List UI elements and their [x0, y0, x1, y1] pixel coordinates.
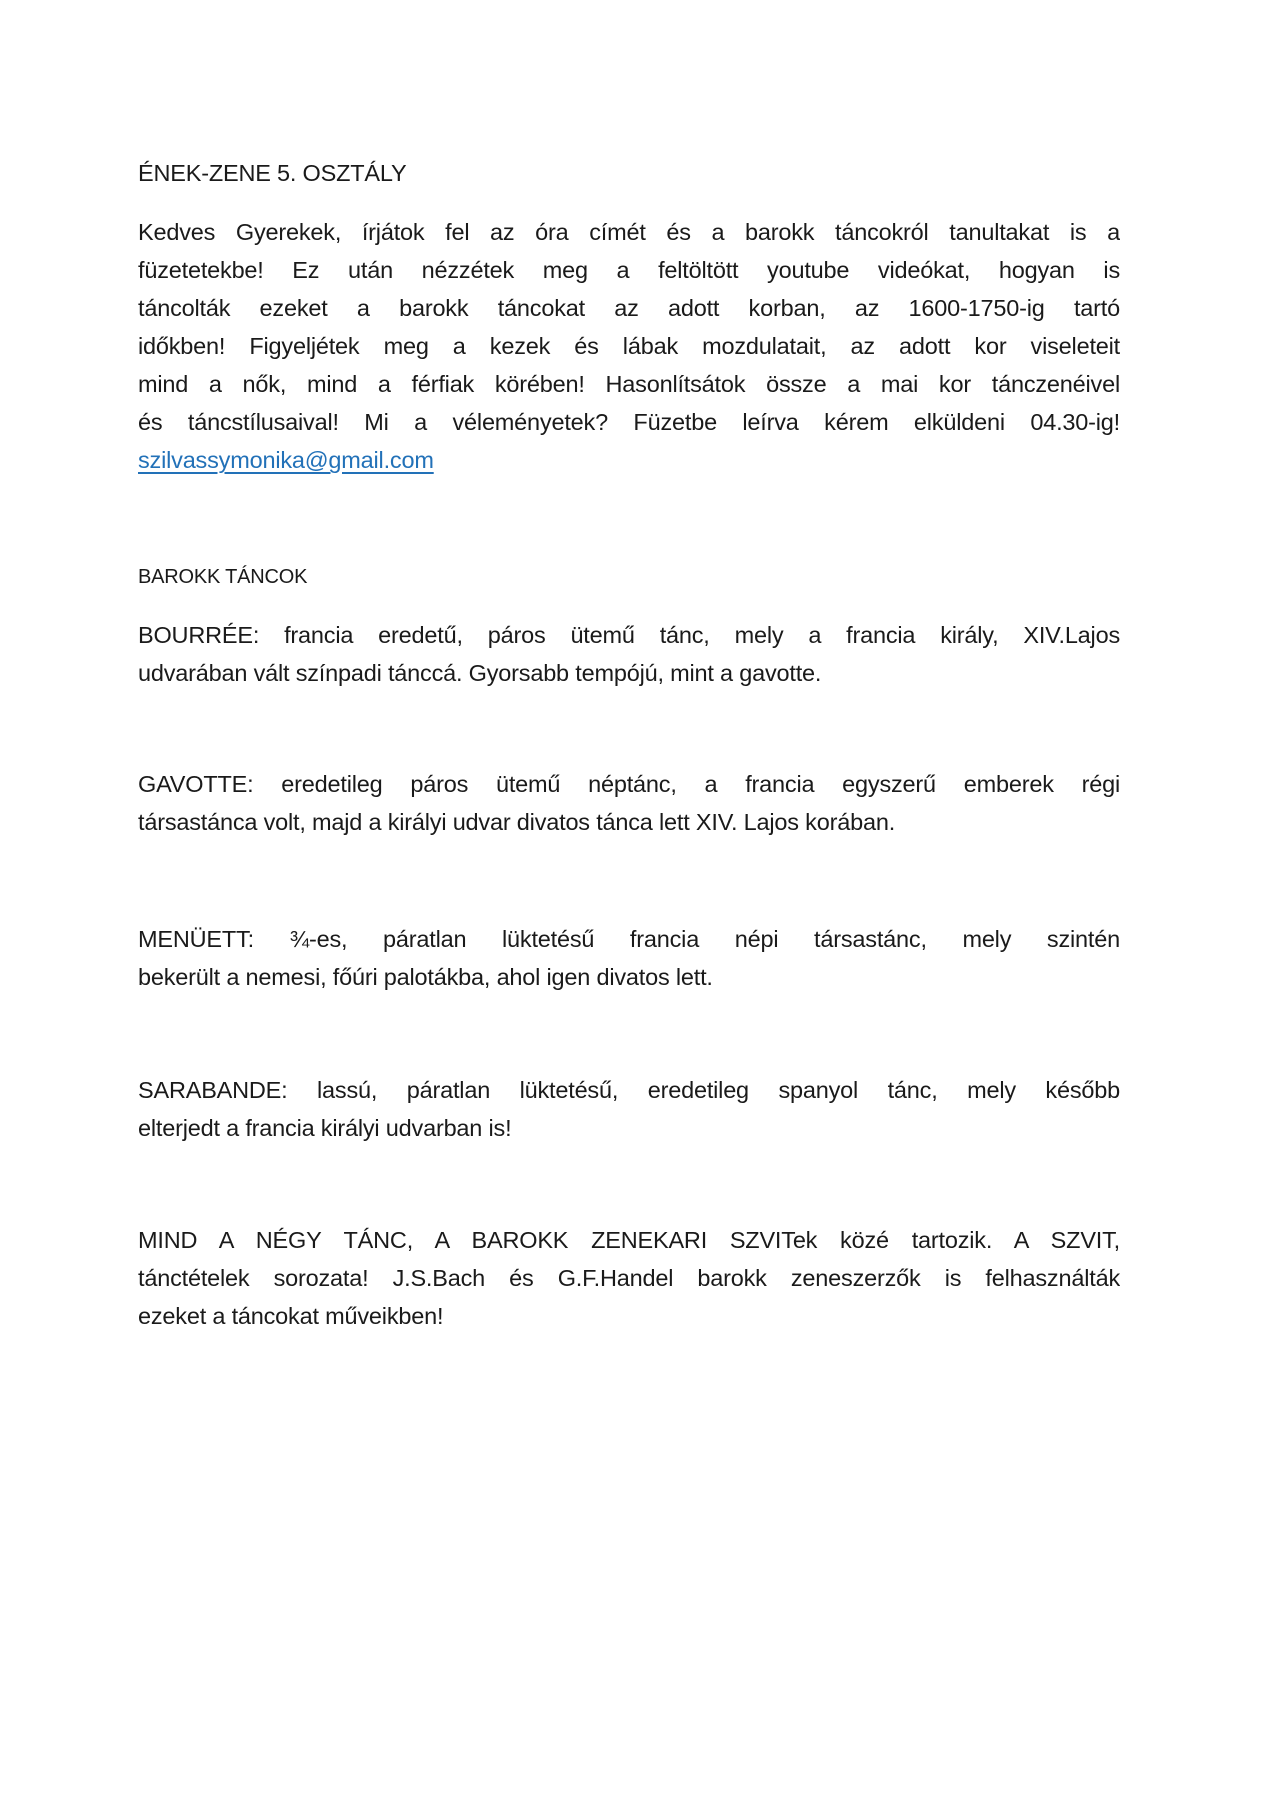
- intro-line: és táncstílusaival! Mi a véleményetek? Füzetbe leírva kérem elküldeni 04.30-ig!: [138, 409, 1120, 435]
- menuett-line: MENÜETT: ¾-es, páratlan lüktetésű francia népi társastánc, mely szintén: [138, 926, 1120, 952]
- intro-line: táncolták ezeket a barokk táncokat az adott korban, az 1600-1750-ig tartó: [138, 295, 1120, 321]
- menuett-line: bekerült a nemesi, főúri palotákba, ahol igen divatos lett.: [138, 964, 713, 990]
- bourree-line: udvarában vált színpadi tánccá. Gyorsabb tempójú, mint a gavotte.: [138, 660, 822, 686]
- email-link[interactable]: szilvassymonika@gmail.com: [138, 447, 434, 473]
- paragraph-bourree: [138, 616, 1120, 692]
- intro-line: időkben! Figyeljétek meg a kezek és lábak mozdulatait, az adott kor viseleteit: [138, 333, 1120, 359]
- suite-note-line: MIND A NÉGY TÁNC, A BAROKK ZENEKARI SZVITek közé tartozik. A SZVIT,: [138, 1227, 1120, 1253]
- page-title: ÉNEK-ZENE 5. OSZTÁLY: [138, 160, 407, 186]
- gavotte-line: GAVOTTE: eredetileg páros ütemű néptánc, a francia egyszerű emberek régi: [138, 771, 1120, 797]
- section-heading: BAROKK TÁNCOK: [138, 566, 308, 588]
- bourree-line: BOURRÉE: francia eredetű, páros ütemű tánc, mely a francia király, XIV.Lajos: [138, 622, 1120, 648]
- sarabande-line: SARABANDE: lassú, páratlan lüktetésű, eredetileg spanyol tánc, mely később: [138, 1077, 1120, 1103]
- paragraph-menuett: [138, 920, 1120, 996]
- intro-line: mind a nők, mind a férfiak körében! Hasonlítsátok össze a mai kor tánczenéivel: [138, 371, 1120, 397]
- intro-paragraph: [138, 213, 1120, 479]
- document-content: [138, 154, 1120, 1335]
- intro-line: Kedves Gyerekek, írjátok fel az óra címét és a barokk táncokról tanultakat is a: [138, 219, 1120, 245]
- gavotte-line: társastánca volt, majd a királyi udvar divatos tánca lett XIV. Lajos korában.: [138, 809, 896, 835]
- paragraph-suite-note: [138, 1221, 1120, 1335]
- suite-note-line: tánctételek sorozata! J.S.Bach és G.F.Handel barokk zeneszerzők is felhasználták: [138, 1265, 1120, 1291]
- email-line: [138, 441, 1120, 479]
- sarabande-line: elterjedt a francia királyi udvarban is!: [138, 1115, 512, 1141]
- paragraph-sarabande: [138, 1071, 1120, 1147]
- intro-line: füzetetekbe! Ez után nézzétek meg a feltöltött youtube videókat, hogyan is: [138, 257, 1120, 283]
- paragraph-gavotte: [138, 765, 1120, 841]
- suite-note-line: ezeket a táncokat műveikben!: [138, 1303, 444, 1329]
